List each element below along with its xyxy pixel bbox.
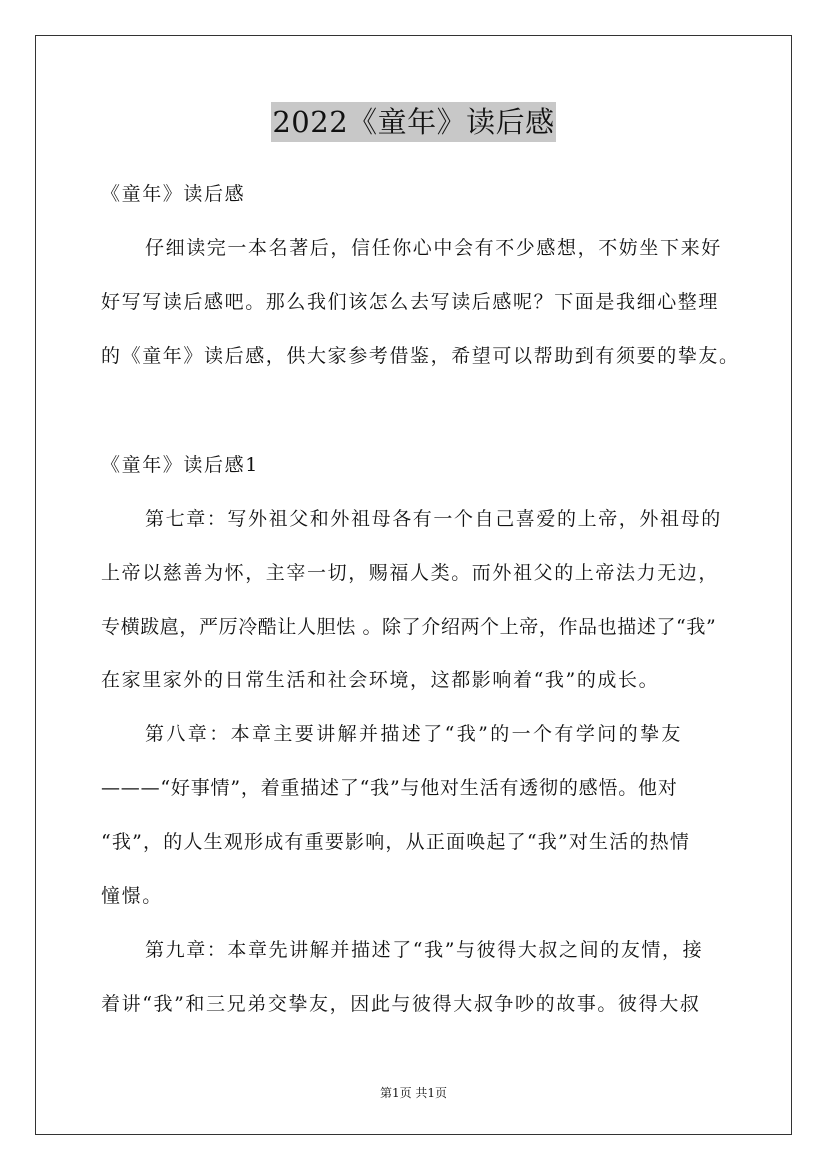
paragraph-line: 第九章：本章先讲解并描述了“我”与彼得大叔之间的友情，接: [145, 939, 704, 961]
paragraph-line: ———“好事情”，着重描述了“我”与他对生活有透彻的感悟。他对: [101, 777, 678, 799]
paragraph-line: 《童年》读后感: [101, 183, 246, 205]
paragraph-line: “我”，的人生观形成有重要影响，从正面唤起了“我”对生活的热情: [101, 831, 691, 853]
paragraph-line: 第七章：写外祖父和外祖母各有一个自己喜爱的上帝，外祖母的: [145, 508, 722, 530]
paragraph-line: 专横跋扈，严厉冷酷让人胆怯 。除了介绍两个上帝，作品也描述了“我”: [101, 616, 717, 638]
paragraph-line: 仔细读完一本名著后，信任你心中会有不少感想，不妨坐下来好: [145, 237, 722, 259]
paragraph-line: 的《童年》读后感，供大家参考借鉴，希望可以帮助到有须要的挚友。: [101, 345, 740, 367]
paragraph-line: 第八章：本章主要讲解并描述了“我”的一个有学问的挚友: [145, 723, 683, 745]
paragraph-line: 憧憬。: [101, 885, 163, 907]
paragraph-line: 着讲“我”和三兄弟交挚友，因此与彼得大叔争吵的故事。彼得大叔: [101, 993, 701, 1015]
document-title: 2022《童年》读后感: [271, 102, 555, 142]
paragraph-line: 在家里家外的日常生活和社会环境，这都影响着“我”的成长。: [101, 669, 660, 691]
paragraph-line: 好写写读后感吧。那么我们该怎么去写读后感呢？下面是我细心整理: [101, 291, 720, 313]
page-footer: 第1页 共1页: [379, 1086, 448, 1100]
title-container: [0, 102, 827, 142]
section-heading: 《童年》读后感1: [101, 454, 259, 476]
paragraph-line: 上帝以慈善为怀，主宰一切，赐福人类。而外祖父的上帝法力无边，: [101, 562, 720, 584]
